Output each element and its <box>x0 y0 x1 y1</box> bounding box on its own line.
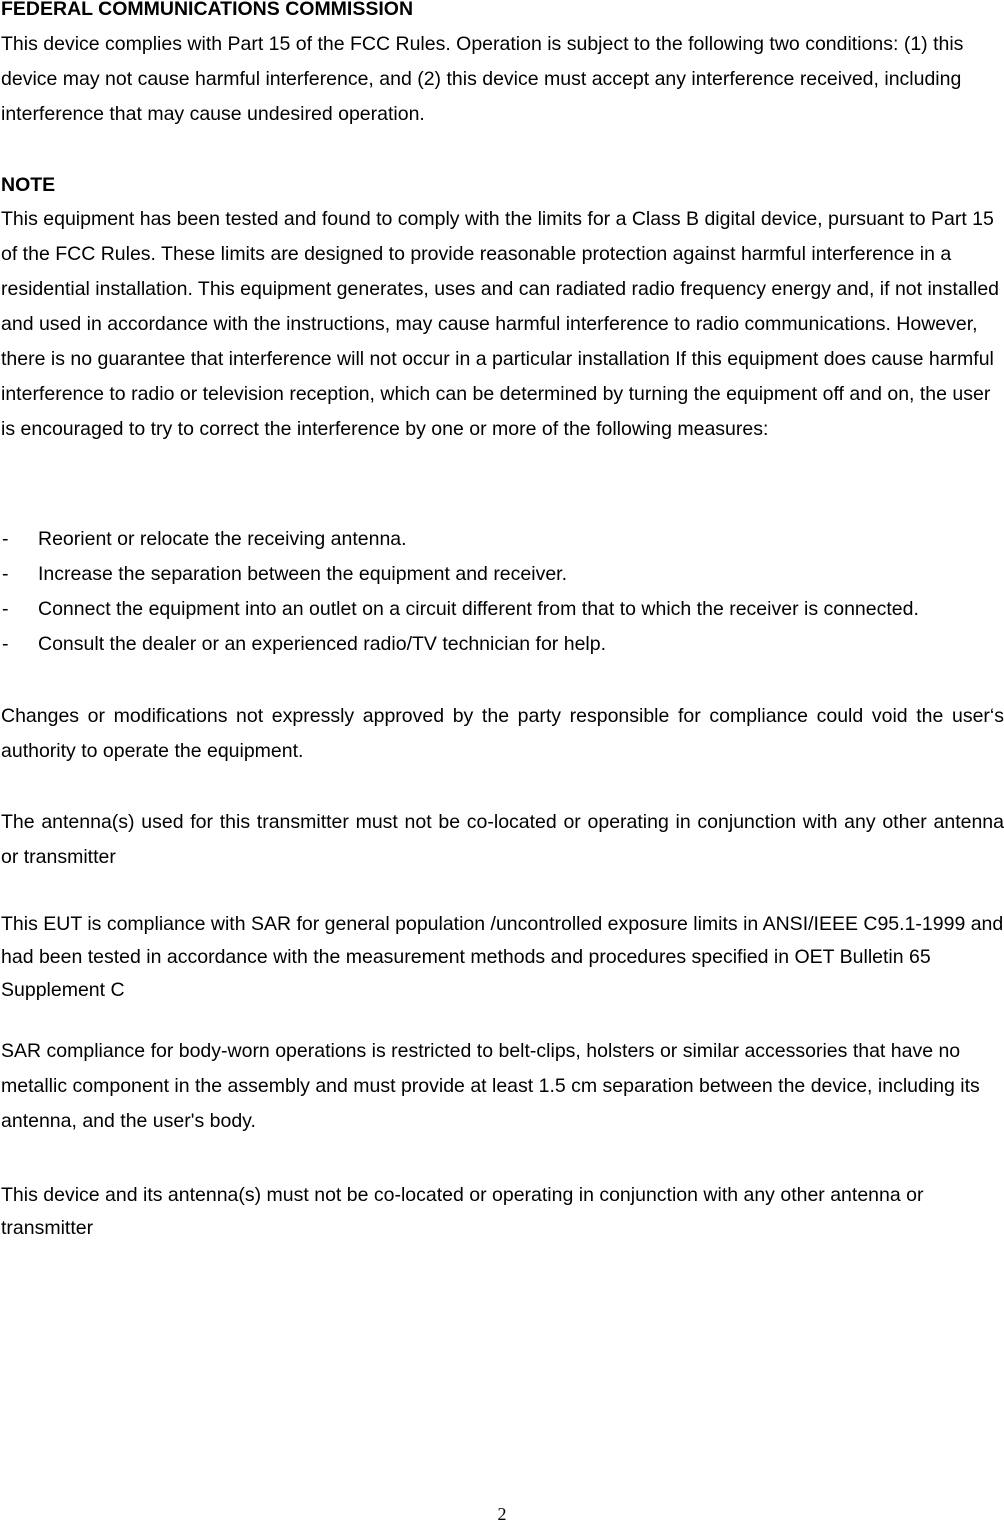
note-paragraph: This equipment has been tested and found to comply with the limits for a Class B digital device, pursuant to Part 15 of the FCC Rules. These limits are designed to provide reasonable protection against harmful interference in a residential installation. This equipment generates, uses and can radiated radio frequency energy and, if not installed and used in accordance with the instructions, may cause harmful interference to radio communications. However, there is no guarantee that interference will not occur in a particular installation If this equipment does cause harmful interference to radio or television reception, which can be determined by turning the equipment off and on, the user is encouraged to try to correct the interference by one or more of the following measures: <box>1 208 1000 440</box>
fcc-heading: FEDERAL COMMUNICATIONS COMMISSION <box>1 0 414 20</box>
page-number: 2 <box>497 1504 507 1524</box>
sar-eut-paragraph: This EUT is compliance with SAR for general population /uncontrolled exposure limits in ANSI/IEEE C95.1-1999 and had been tested in accordance with the measurement methods and procedures specified in OET Bulletin 65 Supplement C <box>1 913 1004 1001</box>
list-item-text: Increase the separation between the equipment and receiver. <box>38 563 568 585</box>
list-bullet: - <box>2 633 9 655</box>
changes-paragraph: Changes or modifications not expressly approved by the party responsible for compliance could void the user‘s authority to operate the equipment. <box>1 705 1004 762</box>
fcc-statement: This device complies with Part 15 of the FCC Rules. Operation is subject to the following two conditions: (1) this device may not cause harmful interference, and (2) this device must accept any interference received, including interference that may cause undesired operation. <box>1 33 964 125</box>
list-item <box>1 557 1004 592</box>
list-item <box>1 522 1004 557</box>
antenna-paragraph: The antenna(s) used for this transmitter must not be co-located or operating in conjunction with any other antenna or transmitter <box>1 811 1004 868</box>
list-bullet: - <box>2 563 9 585</box>
list-item-text: Connect the equipment into an outlet on a circuit different from that to which the receiver is connected. <box>38 598 919 620</box>
list-item-text: Reorient or relocate the receiving antenna. <box>38 528 407 550</box>
list-item-text: Consult the dealer or an experienced radio/TV technician for help. <box>38 633 607 655</box>
measures-list <box>1 522 1004 662</box>
list-item <box>1 592 1004 627</box>
sar-body-paragraph: SAR compliance for body-worn operations is restricted to belt-clips, holsters or similar accessories that have no metallic component in the assembly and must provide at least 1.5 cm separation between the device, including its antenna, and the user's body. <box>1 1040 980 1132</box>
list-item <box>1 627 1004 662</box>
colocation-paragraph: This device and its antenna(s) must not be co-located or operating in conjunction with any other antenna or transmitter <box>1 1184 924 1239</box>
list-bullet: - <box>2 598 9 620</box>
note-heading: NOTE <box>1 174 56 196</box>
list-bullet: - <box>2 528 9 550</box>
